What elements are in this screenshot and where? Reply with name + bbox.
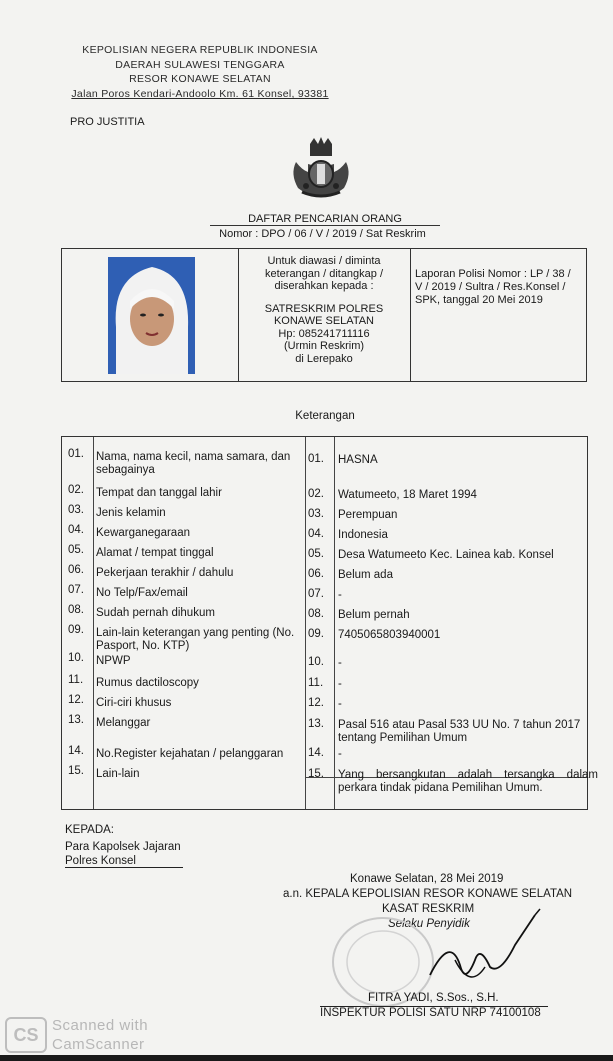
info-recipient <box>240 255 408 365</box>
info-line: SATRESKRIM POLRES <box>264 302 384 315</box>
left-row-label: Lain-lain keterangan yang penting (No. Pasport, No. KTP) <box>96 627 295 652</box>
info-line: Laporan Polisi Nomor : LP / 38 / <box>415 268 571 280</box>
left-row-number: 12. <box>68 694 84 706</box>
right-row-number: 07. <box>308 588 324 600</box>
col-divider <box>305 437 306 809</box>
sign-rank: INSPEKTUR POLISI SATU NRP 74100108 <box>320 1007 541 1019</box>
right-row-value: Perempuan <box>338 509 398 521</box>
left-row-label: Pekerjaan terakhir / dahulu <box>96 567 234 579</box>
info-report <box>415 268 583 307</box>
right-row-value: - <box>338 657 342 669</box>
kepada-line2: Polres Konsel <box>65 855 183 868</box>
right-row-number: 09. <box>308 628 324 640</box>
left-row-label: Kewarganegaraan <box>96 527 190 539</box>
handwritten-signature <box>420 905 550 995</box>
sign-line2: KASAT RESKRIM <box>382 903 475 915</box>
col-divider <box>334 437 335 809</box>
left-row-label: NPWP <box>96 655 131 667</box>
watermark-line2: CamScanner <box>52 1036 145 1053</box>
right-row-number: 02. <box>308 488 324 500</box>
right-row-number: 11. <box>308 677 324 689</box>
right-row-value: Desa Watumeeto Kec. Lainea kab. Konsel <box>338 549 554 561</box>
suspect-photo <box>108 257 195 374</box>
kepada-label: KEPADA: <box>65 824 114 836</box>
info-line: di Lerepako <box>295 352 353 365</box>
left-row-number: 05. <box>68 544 84 556</box>
right-row-value: - <box>338 589 342 601</box>
left-row-number: 02. <box>68 484 84 496</box>
info-line: V / 2019 / Sultra / Res.Konsel / <box>415 281 566 293</box>
left-row-label: Rumus dactiloscopy <box>96 677 199 689</box>
left-row-number: 13. <box>68 714 84 726</box>
info-line: diserahkan kepada : <box>274 280 374 292</box>
info-line: keterangan / ditangkap / <box>264 267 384 280</box>
right-row-value: Belum ada <box>338 569 393 581</box>
kepada-line1: Para Kapolsek Jajaran <box>65 841 181 853</box>
info-line: SPK, tanggal 20 Mei 2019 <box>415 294 543 306</box>
info-divider-1 <box>238 249 239 381</box>
left-row-label: Lain-lain <box>96 768 140 780</box>
header-line3: RESOR KONAWE SELATAN <box>129 73 271 85</box>
header-address: Jalan Poros Kendari-Andoolo Km. 61 Konsel, 93381 <box>71 88 329 100</box>
police-emblem-icon <box>288 134 354 200</box>
left-row-number: 04. <box>68 524 84 536</box>
right-row-number: 04. <box>308 528 324 540</box>
right-row-value: - <box>338 748 342 760</box>
left-row-number: 03. <box>68 504 84 516</box>
left-row-number: 06. <box>68 564 84 576</box>
info-box <box>61 248 587 382</box>
left-row-label: Melanggar <box>96 717 151 729</box>
info-line: Untuk diawasi / diminta <box>267 255 381 267</box>
right-row-number: 10. <box>308 656 324 668</box>
right-row-value: HASNA <box>338 454 378 466</box>
doc-title: DAFTAR PENCARIAN ORANG <box>210 213 440 226</box>
right-row-number: 08. <box>308 608 324 620</box>
left-row-number: 11. <box>68 674 84 686</box>
right-row-number: 06. <box>308 568 324 580</box>
right-row-value: Belum pernah <box>338 609 410 621</box>
info-line: Hp: 085241711116 <box>278 327 370 340</box>
left-row-label: Nama, nama kecil, nama samara, dan sebagainya <box>96 451 291 476</box>
right-row-number: 05. <box>308 548 324 560</box>
right-row-number: 01. <box>308 453 324 465</box>
watermark-line1: Scanned with <box>52 1017 149 1034</box>
doc-number: Nomor : DPO / 06 / V / 2019 / Sat Reskrim <box>219 228 426 240</box>
right-row-value: 7405065803940001 <box>338 629 441 641</box>
sign-name: FITRA YADI, S.Sos., S.H. <box>368 992 499 1004</box>
right-row-value: - <box>338 678 342 690</box>
info-spacer <box>240 293 408 303</box>
left-row-label: Tempat dan tanggal lahir <box>96 487 222 499</box>
left-row-number: 14. <box>68 745 84 757</box>
left-row-label: Jenis kelamin <box>96 507 166 519</box>
right-row-value: Watumeeto, 18 Maret 1994 <box>338 489 477 501</box>
left-row-number: 07. <box>68 584 84 596</box>
left-row-label: No.Register kejahatan / pelanggaran <box>96 748 284 760</box>
info-divider-2 <box>410 249 411 381</box>
sign-line3: Selaku Penyidik <box>388 918 470 930</box>
right-row-value: Indonesia <box>338 529 388 541</box>
right-row-number: 14. <box>308 747 324 759</box>
header-line2: DAERAH SULAWESI TENGGARA <box>115 59 285 71</box>
keterangan-heading: Keterangan <box>295 410 355 422</box>
info-line: KONAWE SELATAN <box>273 315 375 327</box>
right-row-value: - <box>338 698 342 710</box>
right-row-value: Yang bersangkutan adalah tersangka dalam perkara tindak pidana Pemilihan Umum. <box>338 769 598 794</box>
left-row-label: Ciri-ciri khusus <box>96 697 172 709</box>
left-row-label: Alamat / tempat tinggal <box>96 547 214 559</box>
right-row-number: 13. <box>308 718 324 730</box>
col-divider <box>93 437 94 809</box>
left-row-number: 08. <box>68 604 84 616</box>
info-line: (Urmin Reskrim) <box>283 340 365 352</box>
left-row-label: No Telp/Fax/email <box>96 587 188 599</box>
pro-justitia: PRO JUSTITIA <box>70 116 145 128</box>
left-row-number: 09. <box>68 624 84 636</box>
left-row-number: 01. <box>68 448 84 460</box>
bottom-edge <box>0 1055 613 1061</box>
sign-place-date: Konawe Selatan, 28 Mei 2019 <box>350 873 504 885</box>
left-row-number: 10. <box>68 652 84 664</box>
left-row-number: 15. <box>68 765 84 777</box>
left-row-label: Sudah pernah dihukum <box>96 607 215 619</box>
right-row-number: 12. <box>308 697 324 709</box>
right-row-number: 15. <box>308 768 324 780</box>
camscanner-logo: CS <box>5 1017 47 1053</box>
right-row-number: 03. <box>308 508 324 520</box>
sign-line1: a.n. KEPALA KEPOLISIAN RESOR KONAWE SELATAN <box>283 888 573 900</box>
right-row-value: Pasal 516 atau Pasal 533 UU No. 7 tahun 2017 tentang Pemilihan Umum <box>338 719 581 744</box>
header-line1: KEPOLISIAN NEGERA REPUBLIK INDONESIA <box>82 44 318 56</box>
